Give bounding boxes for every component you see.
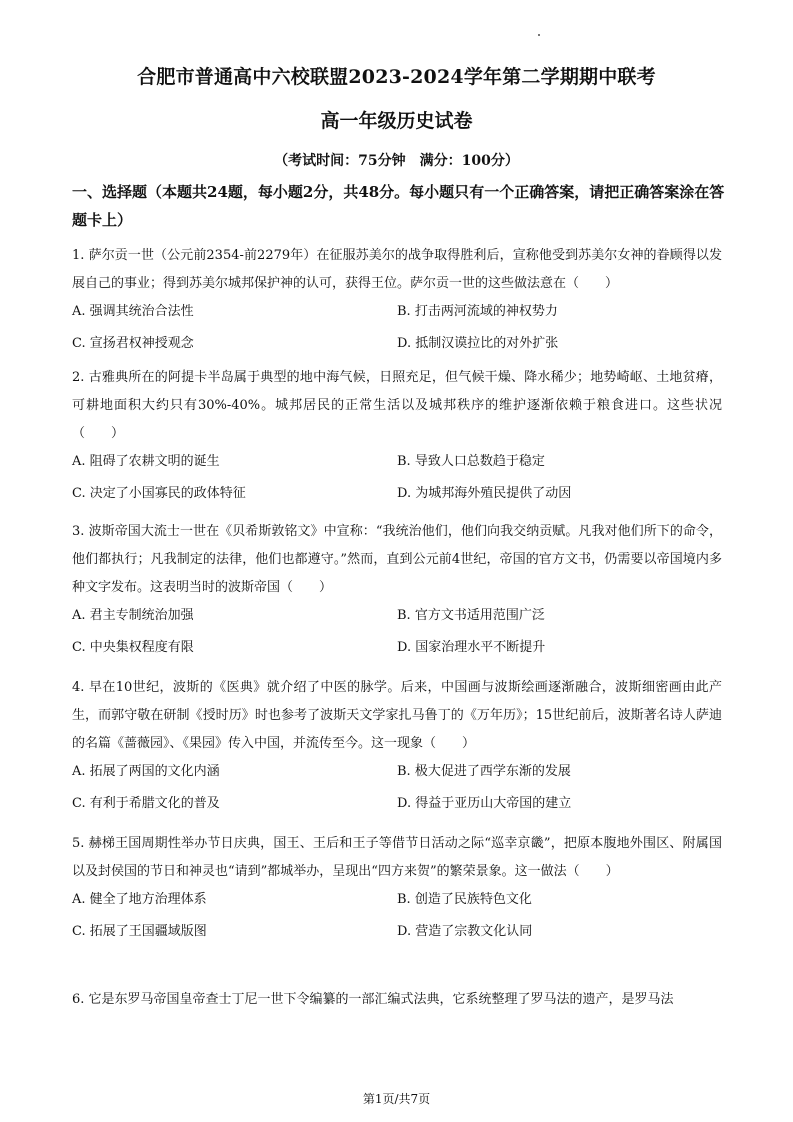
- option-b[interactable]: B. 打击两河流域的神权势力: [397, 304, 558, 319]
- page-title: 合肥市普通高中六校联盟2023-2024学年第二学期期中联考: [137, 66, 656, 88]
- option-c[interactable]: C. 有利于希腊文化的普及: [72, 796, 220, 811]
- question-3: [72, 518, 722, 666]
- exam-info: （考试时间：75分钟 满分：100分）: [274, 153, 519, 169]
- option-a[interactable]: A. 拓展了两国的文化内涵: [72, 764, 220, 779]
- question-4: [72, 674, 722, 822]
- option-a[interactable]: A. 强调其统治合法性: [72, 304, 194, 319]
- option-c[interactable]: C. 宣扬君权神授观念: [72, 336, 194, 351]
- question-2: [72, 364, 722, 512]
- section-heading: 一、选择题（本题共24题，每小题2分，共48分。每小题只有一个正确答案，请把正确答案涂在答题卡上）: [72, 183, 725, 229]
- option-a[interactable]: A. 君主专制统治加强: [72, 608, 194, 623]
- question-5: [72, 830, 722, 950]
- option-d[interactable]: D. 营造了宗教文化认同: [397, 924, 533, 939]
- option-d[interactable]: D. 抵制汉谟拉比的对外扩张: [397, 336, 559, 351]
- question-stem: 4. 早在10世纪，波斯的《医典》就介绍了中医的脉学。后来，中国画与波斯绘画逐渐融合，波斯细密画由此产生，而郭守敬在研制《授时历》时也参考了波斯天文学家扎马鲁丁的《万年历》；15世纪前后，波斯著名诗人萨迪的名篇《蔷薇园》、《果园》传入中国，并流传至今。这一现象（ ）: [72, 680, 722, 751]
- option-group: [72, 886, 722, 950]
- page-subtitle: 高一年级历史试卷: [320, 110, 473, 132]
- option-b[interactable]: B. 导致人口总数趋于稳定: [397, 454, 545, 469]
- option-d[interactable]: D. 为城邦海外殖民提供了动因: [397, 486, 572, 501]
- scan-dot: [538, 34, 540, 36]
- question-1: [72, 242, 722, 362]
- option-group: [72, 298, 722, 362]
- option-group: [72, 448, 722, 512]
- option-a[interactable]: A. 阻碍了农耕文明的诞生: [72, 454, 220, 469]
- option-b[interactable]: B. 官方文书适用范围广泛: [397, 608, 545, 623]
- question-stem: 5. 赫梯王国周期性举办节日庆典，国王、王后和王子等借节日活动之际“巡幸京畿”，把原本腹地外围区、附属国以及封侯国的节日和神灵也“请到”都城举办，呈现出“四方来贺”的繁荣景象。这一做法（ ）: [72, 836, 722, 879]
- option-a[interactable]: A. 健全了地方治理体系: [72, 892, 207, 907]
- question-stem: 2. 古雅典所在的阿提卡半岛属于典型的地中海气候，日照充足，但气候干燥、降水稀少；地势崎岖、土地贫瘠，可耕地面积大约只有30%-40%。城邦居民的正常生活以及城邦秩序的维护逐渐依赖于粮食进口。这些状况（ ）: [72, 370, 722, 441]
- option-b[interactable]: B. 创造了民族特色文化: [397, 892, 532, 907]
- option-c[interactable]: C. 拓展了王国疆域版图: [72, 924, 207, 939]
- page-footer: 第1页/共7页: [362, 1092, 431, 1106]
- option-c[interactable]: C. 中央集权程度有限: [72, 640, 194, 655]
- option-c[interactable]: C. 决定了小国寡民的政体特征: [72, 486, 246, 501]
- option-group: [72, 602, 722, 666]
- option-d[interactable]: D. 得益于亚历山大帝国的建立: [397, 796, 572, 811]
- option-d[interactable]: D. 国家治理水平不断提升: [397, 640, 546, 655]
- question-6: [72, 986, 722, 1014]
- question-stem: 1. 萨尔贡一世（公元前2354-前2279年）在征服苏美尔的战争取得胜利后，宣称他受到苏美尔女神的眷顾得以发展自己的事业；得到苏美尔城邦保护神的认可，获得王位。萨尔贡一世的这些做法意在（ ）: [72, 248, 722, 291]
- question-stem: 3. 波斯帝国大流士一世在《贝希斯敦铭文》中宣称：“我统治他们，他们向我交纳贡赋。凡我对他们所下的命令，他们都执行；凡我制定的法律，他们也都遵守。”然而，直到公元前4世纪，帝国的官方文书，仍需要以帝国境内多种文字发布。这表明当时的波斯帝国（ ）: [72, 524, 722, 595]
- option-b[interactable]: B. 极大促进了西学东渐的发展: [397, 764, 571, 779]
- option-group: [72, 758, 722, 822]
- question-stem: 6. 它是东罗马帝国皇帝查士丁尼一世下令编纂的一部汇编式法典，它系统整理了罗马法的遗产，是罗马法: [72, 992, 674, 1007]
